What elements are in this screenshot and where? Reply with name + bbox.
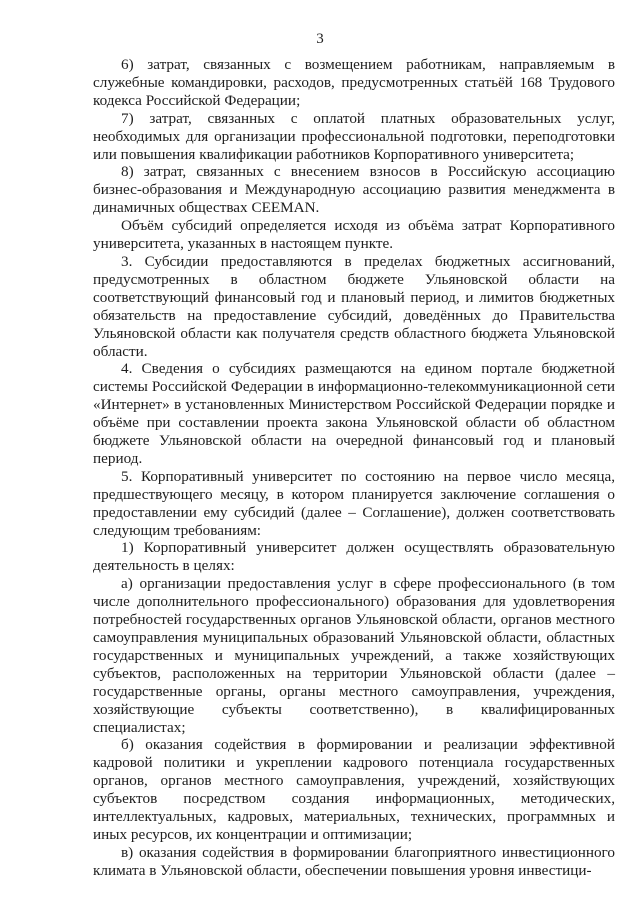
paragraph-subitem-v: в) оказания содействия в формировании благоприятного инвестиционного климата в Ульяновской области, обеспечении повышения уровня инвестици-	[93, 843, 615, 879]
paragraph-subitem-b: б) оказания содействия в формировании и реализации эффективной кадровой политики и укреплении кадрового потенциала государственных органов, органов местного самоуправления, учреждений, хозяйствующих субъектов посредством создания информационных, методических, интеллектуальных, кадровых, материальных, технических, программных и иных ресурсов, их концентрации и оптимизации;	[93, 736, 615, 843]
paragraph-item-6: 6) затрат, связанных с возмещением работникам, направляемым в служебные командировки, расходов, предусмотренных статьёй 168 Трудового кодекса Российской Федерации;	[93, 56, 615, 109]
paragraph-item-8: 8) затрат, связанных с внесением взносов в Российскую ассоциацию бизнес-образования и Международную ассоциацию развития менеджмента в динамичных обществах CEEMAN.	[93, 163, 615, 217]
paragraph-clause-3: 3. Субсидии предоставляются в пределах бюджетных ассигнований, предусмотренных в областном бюджете Ульяновской области на соответствующий финансовый год и плановый период, и лимитов бюджетных обязательств на предоставление субсидий, доведённых до Правительства Ульяновской области как получателя средств областного бюджета Ульяновской области.	[93, 252, 615, 360]
page-number: 3	[316, 31, 324, 47]
paragraph-requirement-1: 1) Корпоративный университет должен осуществлять образовательную деятельность в целях:	[93, 539, 615, 575]
paragraph-item-7: 7) затрат, связанных с оплатой платных образовательных услуг, необходимых для организации профессиональной подготовки, переподготовки или повышения квалификации работников Корпоративного университета;	[93, 109, 615, 163]
paragraph-subsidy-volume: Объём субсидий определяется исходя из объёма затрат Корпоративного университета, указанных в настоящем пункте.	[93, 217, 615, 253]
paragraph-clause-4: 4. Сведения о субсидиях размещаются на едином портале бюджетной системы Российской Федерации в информационно-телекоммуникационной сети «Интернет» в установленных Министерством Российской Федерации порядке и объёме при составлении проекта закона Ульяновской области об областном бюджете Ульяновской области на очередной финансовый год и плановый период.	[93, 360, 615, 467]
document-body	[93, 56, 615, 880]
paragraph-subitem-a: а) организации предоставления услуг в сфере профессионального (в том числе дополнительного профессионального) образования для удовлетворения потребностей государственных органов Ульяновской области, органов местного самоуправления муниципальных образований Ульяновской области, областных государственных и муниципальных учреждений, а также хозяйствующих субъектов, расположенных на территории Ульяновской области (далее – государственные органы, органы местного самоуправления, учреждения, хозяйствующие субъекты соответственно), в квалифицированных специалистах;	[93, 575, 615, 736]
paragraph-clause-5: 5. Корпоративный университет по состоянию на первое число месяца, предшествующего месяцу, в котором планируется заключение соглашения о предоставлении ему субсидий (далее – Соглашение), должен соответствовать следующим требованиям:	[93, 467, 615, 539]
